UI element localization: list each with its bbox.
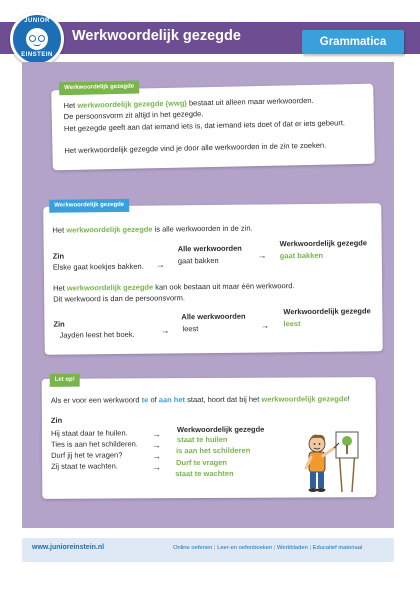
example-2-sentence: Jayden leest het boek. bbox=[59, 329, 135, 340]
examples-middle-line-2: Dit werkwoord is dan de persoonsvorm. bbox=[53, 293, 185, 304]
let-op-row-3-sentence: Durf jij het te vragen? bbox=[51, 450, 123, 460]
examples-middle-line-1: Het werkwoordelijk gezegde kan ook bestaan uit maar één werkwoord. bbox=[53, 281, 295, 293]
footer-link-online-oefenen[interactable]: Online oefenen bbox=[173, 545, 213, 551]
example-1-all-verbs: gaat bakken bbox=[177, 255, 219, 266]
column-header-wwg: Werkwoordelijk gezegde bbox=[279, 238, 368, 249]
example-1-wwg: gaat bakken bbox=[279, 250, 324, 261]
card-tag: Werkwoordelijk gezegde bbox=[49, 199, 129, 213]
card-tag-let-op: Let op! bbox=[50, 374, 80, 387]
let-op-row-2-wwg: is aan het schilderen bbox=[176, 445, 251, 456]
column-header-alle-werkwoorden: Alle werkwoorden bbox=[181, 311, 246, 322]
arrow-icon: → bbox=[260, 320, 270, 331]
arrow-icon: → bbox=[155, 259, 165, 270]
arrow-icon: → bbox=[160, 325, 170, 336]
examples-card bbox=[43, 203, 383, 355]
einstein-face-icon bbox=[26, 28, 48, 50]
arrow-icon: → bbox=[257, 250, 267, 261]
footer-separator: | bbox=[309, 545, 311, 551]
definition-card bbox=[51, 84, 375, 171]
arrow-icon: → bbox=[152, 440, 162, 451]
website-link[interactable]: www.junioreinstein.nl bbox=[32, 544, 105, 551]
column-header-wwg: Werkwoordelijk gezegde bbox=[176, 424, 265, 435]
arrow-icon: → bbox=[152, 462, 162, 473]
column-header-zin: Zin bbox=[50, 415, 63, 425]
example-2-all-verbs: leest bbox=[182, 324, 199, 334]
category-badge: Grammatica bbox=[302, 30, 404, 54]
let-op-row-1-sentence: Hij staat daar te huilen. bbox=[50, 428, 128, 438]
column-header-zin: Zin bbox=[52, 251, 65, 261]
painting-boy-illustration bbox=[298, 426, 362, 496]
let-op-row-1-wwg: staat te huilen bbox=[176, 434, 228, 445]
footer-link-leer-en-oefenboeken[interactable]: Leer-en oefenboeken bbox=[217, 545, 273, 551]
let-op-row-3-wwg: Durf te vragen bbox=[176, 457, 228, 468]
card-tag: Werkwoordelijk gezegde bbox=[59, 81, 139, 96]
let-op-intro: Als er voor een werkwoord te of aan het staat, hoort dat bij het werkwoordelijk gezegde! bbox=[50, 394, 350, 405]
footer-links bbox=[173, 545, 362, 551]
page-title: Werkwoordelijk gezegde bbox=[72, 28, 241, 44]
arrow-icon: → bbox=[151, 429, 162, 440]
example-1-sentence: Elske gaat koekjes bakken. bbox=[52, 261, 144, 272]
logo-text-bottom: EINSTEIN bbox=[21, 52, 53, 58]
let-op-row-2-sentence: Ties is aan het schilderen. bbox=[51, 439, 138, 449]
example-2-wwg: leest bbox=[283, 319, 301, 329]
footer-separator: | bbox=[273, 545, 276, 551]
definition-line-2: De persoonsvorm zit altijd in het gezegde. bbox=[63, 109, 204, 122]
let-op-row-4-wwg: staat te wachten bbox=[175, 468, 234, 479]
definition-line-1: Het werkwoordelijk gezegde (wwg) bestaat uit alleen maar werkwoorden. bbox=[63, 95, 314, 111]
footer-link-educatief-materiaal[interactable]: Educatief materiaal bbox=[312, 545, 363, 551]
examples-intro: Het werkwoordelijk gezegde is alle werkwoorden in de zin. bbox=[52, 223, 253, 235]
definition-line-3: Het gezegde geeft aan dat iemand iets is, dat iemand iets doet of dat er iets gebeurt. bbox=[63, 118, 346, 134]
column-header-wwg: Werkwoordelijk gezegde bbox=[283, 306, 371, 317]
footer-link-werkbladen[interactable]: Werkbladen bbox=[276, 545, 308, 551]
definition-line-4: Het werkwoordelijk gezegde vind je door alle werkwoorden in de zin te zoeken. bbox=[64, 140, 327, 156]
column-header-alle-werkwoorden: Alle werkwoorden bbox=[177, 243, 242, 254]
logo-text-top: JUNIOR bbox=[24, 18, 50, 24]
column-header-zin: Zin bbox=[53, 319, 65, 329]
let-op-row-4-sentence: Zij staat te wachten. bbox=[51, 461, 118, 471]
footer-separator: | bbox=[213, 545, 216, 551]
junior-einstein-logo[interactable] bbox=[10, 12, 64, 66]
arrow-icon: → bbox=[152, 451, 162, 462]
